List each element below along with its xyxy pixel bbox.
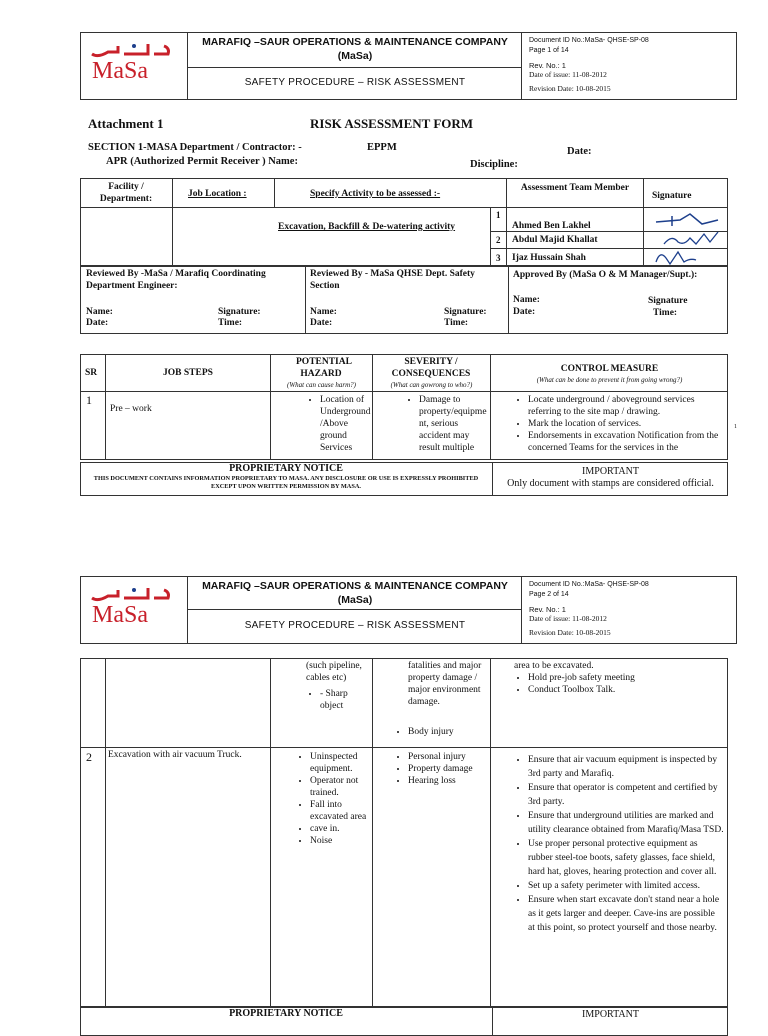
hazard-item: • Noise [310,835,370,847]
hazard-item: • Location of Underground /Above ground Services [320,394,372,454]
severity-item: • Hearing loss [408,775,488,787]
row1-job-step: Pre – work [110,404,152,414]
row1-hazards-cont [306,660,368,712]
section-label: SECTION 1-MASA Department / Contractor: - [88,142,302,153]
time-label-1: Time: [218,318,243,328]
company-name: MARAFIQ –SAUR OPERATIONS & MAINTENANCE COMPANY [202,36,508,48]
row2-hazards [296,751,370,847]
col-signature: Signature [652,191,692,201]
signature-3 [650,248,700,266]
activity-value: Excavation, Backfill & De-watering activity [278,222,456,232]
hazard-item: • cave in. [310,823,370,835]
team-name-2: Abdul Majid Khallat [512,235,598,245]
hazard-item: • Uninspected equipment. [310,751,370,775]
team-no-1: 1 [496,210,501,220]
page-mark: 1 [734,424,737,430]
proprietary-notice-title: PROPRIETARY NOTICE [229,463,343,474]
reviewed-by-engineer: Reviewed By -MaSa / Marafiq Coordinating Department Engineer: [86,269,266,291]
company-abbr: (MaSa) [337,50,373,62]
hazard-item: • Fall into excavated area [310,799,370,823]
proprietary-notice-title: PROPRIETARY NOTICE [229,1008,343,1019]
signature-label-2: Signature: [444,307,487,317]
name-label-1: Name: [86,307,113,317]
form-title: RISK ASSESSMENT FORM [310,116,474,131]
attachment-label: Attachment 1 [88,116,164,131]
team-no-2: 2 [496,235,501,245]
date-label-1: Date: [86,318,109,328]
row1-controls-cont [514,660,726,696]
time-label-3: Time: [653,308,678,318]
col-severity: SEVERITY / CONSEQUENCES [391,357,471,379]
control-item: • Ensure that underground utilities are marked and utility clearance obtained from Marafiq/Masa TSD. [528,809,724,837]
row2-sr: 2 [86,750,92,764]
reviewed-by-qhse: Reviewed By - MaSa QHSE Dept. Safety Section [310,269,475,291]
control-item: • Ensure that air vacuum equipment is inspected by 3rd party and Marafiq. [528,753,724,781]
team-no-3: 3 [496,253,501,263]
signature-1 [650,210,722,230]
control-item: • Mark the location of services. [528,418,726,430]
col-potential-hazard: POTENTIAL HAZARD [296,357,352,379]
col-severity-sub: (What can gowrong to who?) [390,381,473,389]
severity-item: • Personal injury [408,751,488,763]
row2-severity [394,751,488,787]
masa-logo-text: MaSa [92,58,148,84]
contractor-value: EPPM [367,142,397,153]
row1-controls-page1 [514,394,726,458]
page-number: Page 1 of 14 [529,47,569,54]
signature-label-1: Signature: [218,307,261,317]
col-facility: Facility / Department: [99,182,153,204]
control-item: • Ensure that operator is competent and certified by 3rd party. [528,781,724,809]
col-team: Assessment Team Member [520,183,630,193]
control-cont-text: area to be excavated. [514,661,594,671]
time-label-2: Time: [444,318,469,328]
revision-date: Revision Date: 10-08-2015 [529,628,611,637]
row1-hazards-page1 [306,394,372,458]
signature-label-3: Signature [648,296,688,306]
control-item: • Use proper personal protective equipment as rubber steel-toe boots, safety glasses, face shield, hard hat, gloves, hearing protection and cover all. [528,837,724,879]
proprietary-notice-body: THIS DOCUMENT CONTAINS INFORMATION PROPRIETARY TO MASA. ANY DISCLOSURE OR USE IS EXPRESSLY PROHIBITED EXCEPT UPON WRITTEN PERMISSION BY MASA. [93,475,479,490]
discipline-label: Discipline: [470,159,518,170]
rev-no: Rev. No.: 1 [529,605,566,614]
row2-controls [514,753,724,935]
hazard-item: • Operator not trained. [310,775,370,799]
date-label-3: Date: [513,307,536,317]
apr-label: APR (Authorized Permit Receiver ) Name: [106,156,298,167]
name-label-2: Name: [310,307,337,317]
severity-cont-text: fatalities and major property damage / major environment damage. [408,661,482,707]
col-control-measure: CONTROL MEASURE [560,364,659,374]
row1-severity-page1 [405,394,489,458]
col-job-steps: JOB STEPS [163,368,213,378]
control-item: • Conduct Toolbox Talk. [528,684,726,696]
control-item: • Hold pre-job safety meeting [528,672,726,684]
procedure-title: SAFETY PROCEDURE – RISK ASSESSMENT [244,77,466,88]
col-control-sub: (What can be done to prevent it from going wrong?) [536,376,683,384]
hazard-item: • - Sharp object [320,688,368,712]
col-hazard-sub: (What can cause harm?) [286,381,356,389]
team-name-1: Ahmed Ben Lakhel [512,221,591,231]
important-body: Only document with stamps are considered official. [507,478,714,489]
col-activity: Specify Activity to be assessed :- [310,189,441,199]
col-sr: SR [85,368,98,378]
masa-logo-text: MaSa [92,602,148,628]
revision-date: Revision Date: 10-08-2015 [529,84,611,93]
company-name: MARAFIQ –SAUR OPERATIONS & MAINTENANCE COMPANY [202,580,508,592]
doc-id: Document ID No.:MaSa- QHSE-SP-08 [529,37,649,44]
approved-by: Approved By (MaSa O & M Manager/Supt.): [513,270,698,280]
control-item: • Set up a safety perimeter with limited access. [528,879,724,893]
control-item: • Endorsements in excavation Notification from the concerned Teams for the services in the [528,430,726,454]
masa-arabic-logo [88,584,172,604]
date-label: Date: [567,146,592,157]
col-job-location: Job Location : [188,189,247,199]
name-label-3: Name: [513,295,540,305]
row1-sr: 1 [86,393,92,407]
procedure-title: SAFETY PROCEDURE – RISK ASSESSMENT [244,620,466,631]
hazard-cont-text: (such pipeline, cables etc) [306,661,362,683]
control-item: • Locate underground / aboveground services referring to the site map / drawing. [528,394,726,418]
date-of-issue: Date of issue: 11-08-2012 [529,70,607,79]
severity-item: • Damage to property/equipme nt, serious accident may result multiple [419,394,489,454]
page-number: Page 2 of 14 [529,591,569,598]
team-name-3: Ijaz Hussain Shah [512,253,586,263]
doc-id: Document ID No.:MaSa- QHSE-SP-08 [529,581,649,588]
signature-2 [660,230,722,248]
row1-severity-cont [408,660,488,738]
important-title: IMPORTANT [582,466,639,477]
masa-arabic-logo [88,40,172,60]
control-item: • Ensure when start excavate don't stand near a hole as it gets larger and deeper. Cave-ins are possible at this point, so protect yourself and those nearby. [528,893,724,935]
severity-item: • Body injury [408,726,488,738]
important-title: IMPORTANT [582,1009,639,1020]
date-label-2: Date: [310,318,333,328]
severity-item: • Property damage [408,763,488,775]
date-of-issue: Date of issue: 11-08-2012 [529,614,607,623]
company-abbr: (MaSa) [337,594,373,606]
row2-job-step: Excavation with air vacuum Truck. [108,750,242,760]
rev-no: Rev. No.: 1 [529,61,566,70]
